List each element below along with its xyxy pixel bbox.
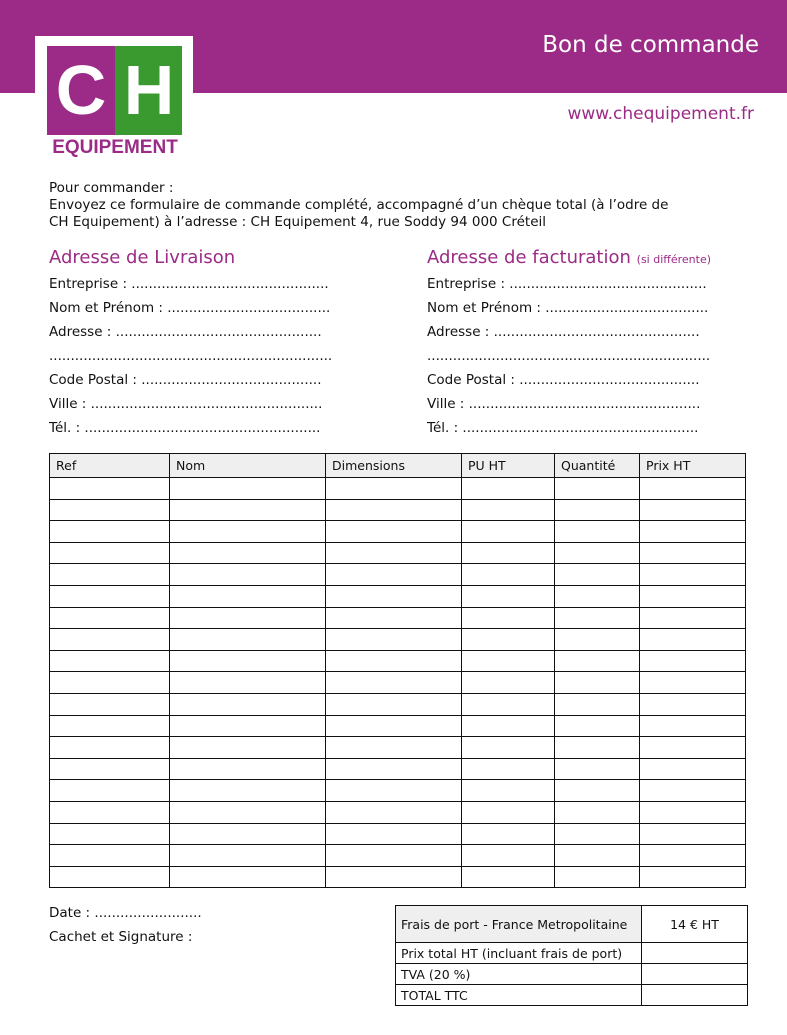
table-cell[interactable] xyxy=(555,715,640,737)
table-row xyxy=(50,499,746,521)
table-cell[interactable] xyxy=(326,650,462,672)
table-cell[interactable] xyxy=(555,607,640,629)
table-cell[interactable] xyxy=(640,564,746,586)
table-cell[interactable] xyxy=(50,564,170,586)
table-cell[interactable] xyxy=(50,801,170,823)
table-cell[interactable] xyxy=(555,585,640,607)
billing-field-5[interactable]: Ville : ...................................................... xyxy=(427,396,701,412)
table-cell[interactable] xyxy=(640,693,746,715)
table-cell[interactable] xyxy=(462,607,555,629)
table-cell[interactable] xyxy=(462,629,555,651)
intro-text xyxy=(49,180,709,231)
table-cell[interactable] xyxy=(326,672,462,694)
table-cell[interactable] xyxy=(50,629,170,651)
table-cell[interactable] xyxy=(555,564,640,586)
signature-field[interactable]: Cachet et Signature : xyxy=(49,929,193,945)
table-cell[interactable] xyxy=(326,866,462,888)
intro-line: Envoyez ce formulaire de commande complété, accompagné d’un chèque total (à l’odre de xyxy=(49,197,669,213)
totals-value[interactable] xyxy=(642,985,748,1006)
table-cell[interactable] xyxy=(326,758,462,780)
delivery-field-6[interactable]: Tél. : ....................................................... xyxy=(49,420,321,436)
billing-field-1[interactable]: Nom et Prénom : ...................................... xyxy=(427,300,709,316)
table-cell[interactable] xyxy=(555,845,640,867)
table-cell[interactable] xyxy=(462,845,555,867)
table-row xyxy=(50,823,746,845)
billing-field-3[interactable]: .................................................................. xyxy=(427,348,711,364)
table-row xyxy=(50,845,746,867)
table-row xyxy=(50,542,746,564)
delivery-field-5[interactable]: Ville : ...................................................... xyxy=(49,396,323,412)
column-header: Ref xyxy=(50,454,170,478)
table-cell[interactable] xyxy=(50,845,170,867)
table-cell[interactable] xyxy=(640,801,746,823)
table-row xyxy=(50,780,746,802)
table-cell[interactable] xyxy=(555,780,640,802)
table-cell[interactable] xyxy=(640,607,746,629)
totals-label: Prix total HT (incluant frais de port) xyxy=(396,943,642,964)
table-cell[interactable] xyxy=(462,650,555,672)
delivery-field-1[interactable]: Nom et Prénom : ...................................... xyxy=(49,300,331,316)
table-cell[interactable] xyxy=(326,629,462,651)
table-cell[interactable] xyxy=(326,542,462,564)
table-cell[interactable] xyxy=(170,823,326,845)
table-row xyxy=(50,607,746,629)
billing-section-title xyxy=(427,247,711,268)
table-cell[interactable] xyxy=(170,780,326,802)
table-cell[interactable] xyxy=(326,780,462,802)
table-cell[interactable] xyxy=(50,607,170,629)
table-cell[interactable] xyxy=(640,585,746,607)
table-cell[interactable] xyxy=(555,823,640,845)
table-cell[interactable] xyxy=(462,672,555,694)
table-cell[interactable] xyxy=(50,542,170,564)
table-cell[interactable] xyxy=(170,693,326,715)
totals-table xyxy=(395,905,748,1006)
table-cell[interactable] xyxy=(462,737,555,759)
logo-subtitle: EQUIPEMENT xyxy=(52,137,178,158)
table-cell[interactable] xyxy=(640,629,746,651)
table-cell[interactable] xyxy=(462,521,555,543)
totals-row xyxy=(396,985,748,1006)
table-cell[interactable] xyxy=(170,478,326,500)
table-cell[interactable] xyxy=(326,585,462,607)
logo-letter-c: C xyxy=(55,51,107,129)
table-cell[interactable] xyxy=(170,845,326,867)
table-cell[interactable] xyxy=(170,758,326,780)
table-row xyxy=(50,715,746,737)
table-cell[interactable] xyxy=(462,693,555,715)
table-row xyxy=(50,801,746,823)
totals-row xyxy=(396,943,748,964)
table-cell[interactable] xyxy=(555,542,640,564)
table-cell[interactable] xyxy=(555,521,640,543)
table-cell[interactable] xyxy=(50,499,170,521)
table-cell[interactable] xyxy=(555,478,640,500)
table-cell[interactable] xyxy=(462,715,555,737)
table-cell[interactable] xyxy=(640,780,746,802)
table-cell[interactable] xyxy=(170,866,326,888)
table-cell[interactable] xyxy=(50,780,170,802)
table-cell[interactable] xyxy=(462,499,555,521)
table-cell[interactable] xyxy=(50,715,170,737)
table-cell[interactable] xyxy=(50,758,170,780)
table-cell[interactable] xyxy=(640,672,746,694)
delivery-field-2[interactable]: Adresse : ................................................ xyxy=(49,324,322,340)
table-cell[interactable] xyxy=(640,521,746,543)
column-header: Prix HT xyxy=(640,454,746,478)
table-cell[interactable] xyxy=(555,672,640,694)
billing-field-6[interactable]: Tél. : ....................................................... xyxy=(427,420,699,436)
billing-field-0[interactable]: Entreprise : .............................................. xyxy=(427,276,707,292)
table-cell[interactable] xyxy=(555,866,640,888)
order-table xyxy=(49,453,746,888)
totals-row xyxy=(396,964,748,985)
table-cell[interactable] xyxy=(170,650,326,672)
table-cell[interactable] xyxy=(462,801,555,823)
intro-line: CH Equipement) à l’adresse : CH Equipement 4, rue Soddy 94 000 Créteil xyxy=(49,214,547,230)
billing-field-4[interactable]: Code Postal : .......................................... xyxy=(427,372,700,388)
table-cell[interactable] xyxy=(170,737,326,759)
table-cell[interactable] xyxy=(170,715,326,737)
table-row xyxy=(50,758,746,780)
table-cell[interactable] xyxy=(326,693,462,715)
table-cell[interactable] xyxy=(326,737,462,759)
table-cell[interactable] xyxy=(170,607,326,629)
table-cell[interactable] xyxy=(462,758,555,780)
table-cell[interactable] xyxy=(50,737,170,759)
table-cell[interactable] xyxy=(640,866,746,888)
document-title: Bon de commande xyxy=(542,32,759,58)
table-cell[interactable] xyxy=(640,758,746,780)
totals-value[interactable] xyxy=(642,943,748,964)
table-cell[interactable] xyxy=(640,737,746,759)
table-cell[interactable] xyxy=(462,780,555,802)
table-cell[interactable] xyxy=(50,693,170,715)
website-link[interactable]: www.chequipement.fr xyxy=(567,104,754,124)
table-cell[interactable] xyxy=(462,478,555,500)
table-row xyxy=(50,672,746,694)
table-cell[interactable] xyxy=(170,585,326,607)
table-cell[interactable] xyxy=(170,499,326,521)
table-row xyxy=(50,521,746,543)
date-field[interactable]: Date : ......................... xyxy=(49,905,202,921)
totals-label: TOTAL TTC xyxy=(396,985,642,1006)
table-cell[interactable] xyxy=(640,715,746,737)
column-header: Dimensions xyxy=(326,454,462,478)
table-cell[interactable] xyxy=(326,478,462,500)
table-cell[interactable] xyxy=(50,823,170,845)
billing-title-text: Adresse de facturation xyxy=(427,247,631,268)
table-cell[interactable] xyxy=(326,564,462,586)
table-cell[interactable] xyxy=(326,607,462,629)
table-cell[interactable] xyxy=(462,542,555,564)
table-cell[interactable] xyxy=(50,672,170,694)
table-cell[interactable] xyxy=(326,499,462,521)
billing-field-2[interactable]: Adresse : ................................................ xyxy=(427,324,700,340)
table-cell[interactable] xyxy=(50,650,170,672)
table-cell[interactable] xyxy=(50,585,170,607)
table-row xyxy=(50,564,746,586)
table-row xyxy=(50,585,746,607)
column-header: Quantité xyxy=(555,454,640,478)
table-cell[interactable] xyxy=(555,801,640,823)
delivery-field-0[interactable]: Entreprise : .............................................. xyxy=(49,276,329,292)
table-cell[interactable] xyxy=(555,737,640,759)
table-header-row xyxy=(50,454,746,478)
table-cell[interactable] xyxy=(462,866,555,888)
billing-title-note: (si différente) xyxy=(636,253,712,266)
table-cell[interactable] xyxy=(555,650,640,672)
table-cell[interactable] xyxy=(462,585,555,607)
delivery-field-3[interactable]: .................................................................. xyxy=(49,348,333,364)
table-cell[interactable] xyxy=(640,542,746,564)
table-cell[interactable] xyxy=(50,521,170,543)
table-cell[interactable] xyxy=(170,564,326,586)
table-cell[interactable] xyxy=(170,672,326,694)
table-cell[interactable] xyxy=(326,845,462,867)
logo-letter-h: H xyxy=(123,51,175,129)
table-row xyxy=(50,629,746,651)
table-cell[interactable] xyxy=(555,629,640,651)
delivery-section-title: Adresse de Livraison xyxy=(49,247,236,268)
totals-value[interactable] xyxy=(642,964,748,985)
table-row xyxy=(50,737,746,759)
column-header: Nom xyxy=(170,454,326,478)
table-cell[interactable] xyxy=(326,521,462,543)
table-row xyxy=(50,650,746,672)
table-cell[interactable] xyxy=(555,499,640,521)
table-cell[interactable] xyxy=(326,823,462,845)
table-cell[interactable] xyxy=(640,499,746,521)
table-cell[interactable] xyxy=(170,801,326,823)
table-cell[interactable] xyxy=(170,542,326,564)
table-cell[interactable] xyxy=(640,845,746,867)
table-cell[interactable] xyxy=(640,478,746,500)
table-cell[interactable] xyxy=(170,521,326,543)
table-cell[interactable] xyxy=(50,866,170,888)
column-header: PU HT xyxy=(462,454,555,478)
table-cell[interactable] xyxy=(462,823,555,845)
table-cell[interactable] xyxy=(640,823,746,845)
table-cell[interactable] xyxy=(555,758,640,780)
table-cell[interactable] xyxy=(50,478,170,500)
totals-label: Frais de port - France Metropolitaine xyxy=(396,906,642,943)
table-cell[interactable] xyxy=(555,693,640,715)
totals-row xyxy=(396,906,748,943)
table-cell[interactable] xyxy=(326,801,462,823)
table-row xyxy=(50,693,746,715)
table-cell[interactable] xyxy=(640,650,746,672)
totals-value[interactable]: 14 € HT xyxy=(642,906,748,943)
totals-label: TVA (20 %) xyxy=(396,964,642,985)
table-cell[interactable] xyxy=(170,629,326,651)
table-cell[interactable] xyxy=(462,564,555,586)
intro-line: Pour commander : xyxy=(49,180,174,196)
table-row xyxy=(50,478,746,500)
table-cell[interactable] xyxy=(326,715,462,737)
delivery-field-4[interactable]: Code Postal : .......................................... xyxy=(49,372,322,388)
table-row xyxy=(50,866,746,888)
